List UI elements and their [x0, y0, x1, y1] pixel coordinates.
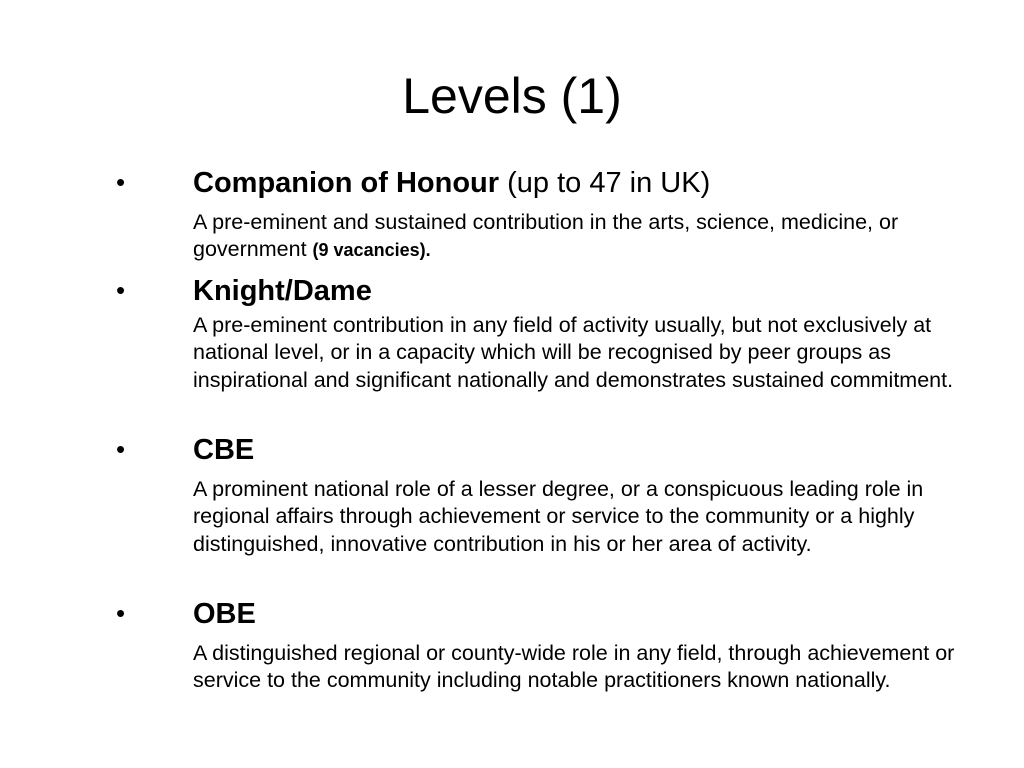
item-description: A pre-eminent contribution in any field of activity usually, but not exclusively at national level, or in a capacity which will be recognised by peer groups as inspirational and significant nationally and demonstrates sustained commitment. [193, 313, 954, 392]
vacancies-note: (9 vacancies). [312, 240, 431, 261]
item-heading [193, 274, 372, 308]
item-description: A prominent national role of a lesser degree, or a conspicuous leading role in regional affairs through achievement or service to the community or a highly distinguished, innovative contribution in his or her area of activity. [193, 477, 924, 556]
item-heading-suffix: (up to 47 in UK) [507, 167, 711, 199]
item-heading-label: CBE [193, 434, 255, 466]
bullet-icon: • [116, 434, 126, 464]
item-description [193, 209, 983, 265]
item-heading [193, 166, 710, 200]
item-heading-label: Companion of Honour [193, 167, 500, 199]
item-description: A distinguished regional or county-wide role in any field, through achievement or service to the community including notable practitioners known nationally. [193, 641, 955, 693]
bullet-icon: • [116, 275, 126, 305]
slide-title: Levels (1) [402, 68, 622, 124]
item-heading-label: Knight/Dame [193, 275, 372, 307]
item-heading-label: OBE [193, 598, 256, 630]
item-heading [193, 433, 254, 467]
item-description-text: A pre-eminent and sustained contribution in the arts, science, medicine, or government [193, 210, 899, 262]
item-heading [193, 597, 256, 631]
bullet-icon: • [116, 167, 126, 197]
bullet-icon: • [116, 598, 126, 628]
